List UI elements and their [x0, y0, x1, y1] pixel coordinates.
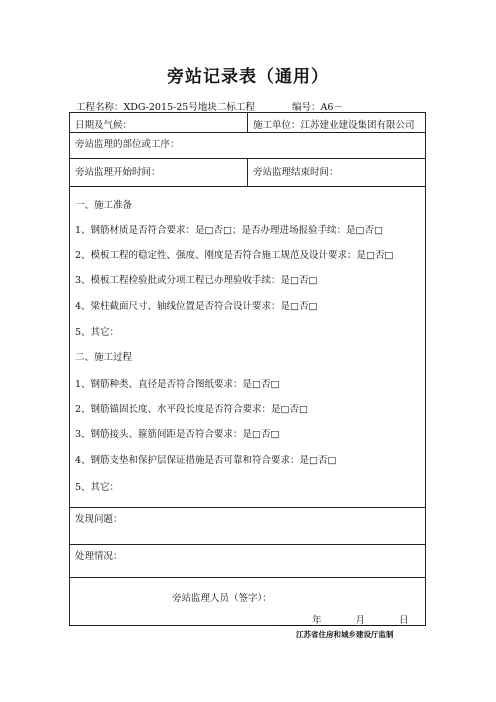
problems-label: 发现问题： [75, 514, 123, 525]
section2-item: 5、其它： [75, 482, 120, 493]
page-title: 旁站记录表（通用） [167, 67, 329, 87]
document-number [292, 99, 387, 113]
row-signature [70, 578, 425, 625]
section1-heading: 一、施工准备 [75, 200, 133, 211]
section2-item: 4、钢筋支垫和保护层保证措施是否可靠和符合要求：是□否□ [75, 455, 337, 466]
year-blank[interactable] [278, 614, 312, 626]
date-weather-cell[interactable] [70, 113, 247, 132]
signer-label: 旁站监理人员（签字）： [172, 593, 272, 604]
month-label: 月 [355, 615, 366, 626]
project-name: 工程名称：XDG-2015-25号地块二标工程 [76, 102, 255, 113]
header-meta [76, 99, 343, 113]
section1-item: 1、钢筋材质是否符合要求：是□否□；是否办理进场报验手续：是□否□ [75, 225, 383, 236]
section2-item: 1、钢筋种类、直径是否符合图纸要求：是□否□ [75, 379, 280, 390]
month-blank[interactable] [322, 614, 356, 626]
row-checklist [70, 187, 425, 508]
section1-item: 2、模板工程的稳定性、强度、刚度是否符合施工规范及设计要求：是□否□ [75, 250, 394, 261]
section2-item: 2、钢筋锚固长度、水平段长度是否符合要求：是□否□ [75, 404, 308, 415]
year-label: 年 [312, 615, 322, 626]
record-form [69, 112, 426, 626]
start-time-cell[interactable] [70, 159, 247, 186]
section1-item: 3、模板工程检验批或分项工程已办理验收手续：是□否□ [75, 275, 318, 286]
number-label: 编号：A6－ [292, 102, 343, 113]
section2-item: 3、钢筋接头、箍筋间距是否符合要求：是□否□ [75, 429, 280, 440]
signature-date [278, 612, 409, 626]
row-handling[interactable] [70, 545, 425, 578]
location-process-label: 旁站监理的部位或工序： [75, 139, 180, 150]
section1-item: 5、其它： [75, 327, 120, 338]
construction-unit-cell[interactable] [247, 113, 427, 132]
day-label: 日 [399, 615, 409, 626]
date-weather-label: 日期及气候： [75, 120, 133, 131]
section1-item: 4、梁柱截面尺寸、轴线位置是否符合设计要求：是□否□ [75, 301, 318, 312]
row-date-unit [70, 113, 425, 133]
handling-label: 处理情况： [75, 551, 123, 562]
row-times [70, 159, 425, 187]
construction-unit-label: 施工单位：江苏建业建设集团有限公司 [253, 120, 415, 131]
start-time-label: 旁站监理开始时间： [75, 167, 161, 178]
section2-heading: 二、施工过程 [75, 352, 133, 363]
end-time-cell[interactable] [247, 159, 427, 186]
day-blank[interactable] [365, 614, 399, 626]
row-location[interactable] [70, 133, 425, 159]
issuer-footer: 江苏省住房和城乡建设厅监制 [296, 630, 394, 639]
row-problems[interactable] [70, 508, 425, 545]
end-time-label: 旁站监理结束时间： [253, 167, 339, 178]
